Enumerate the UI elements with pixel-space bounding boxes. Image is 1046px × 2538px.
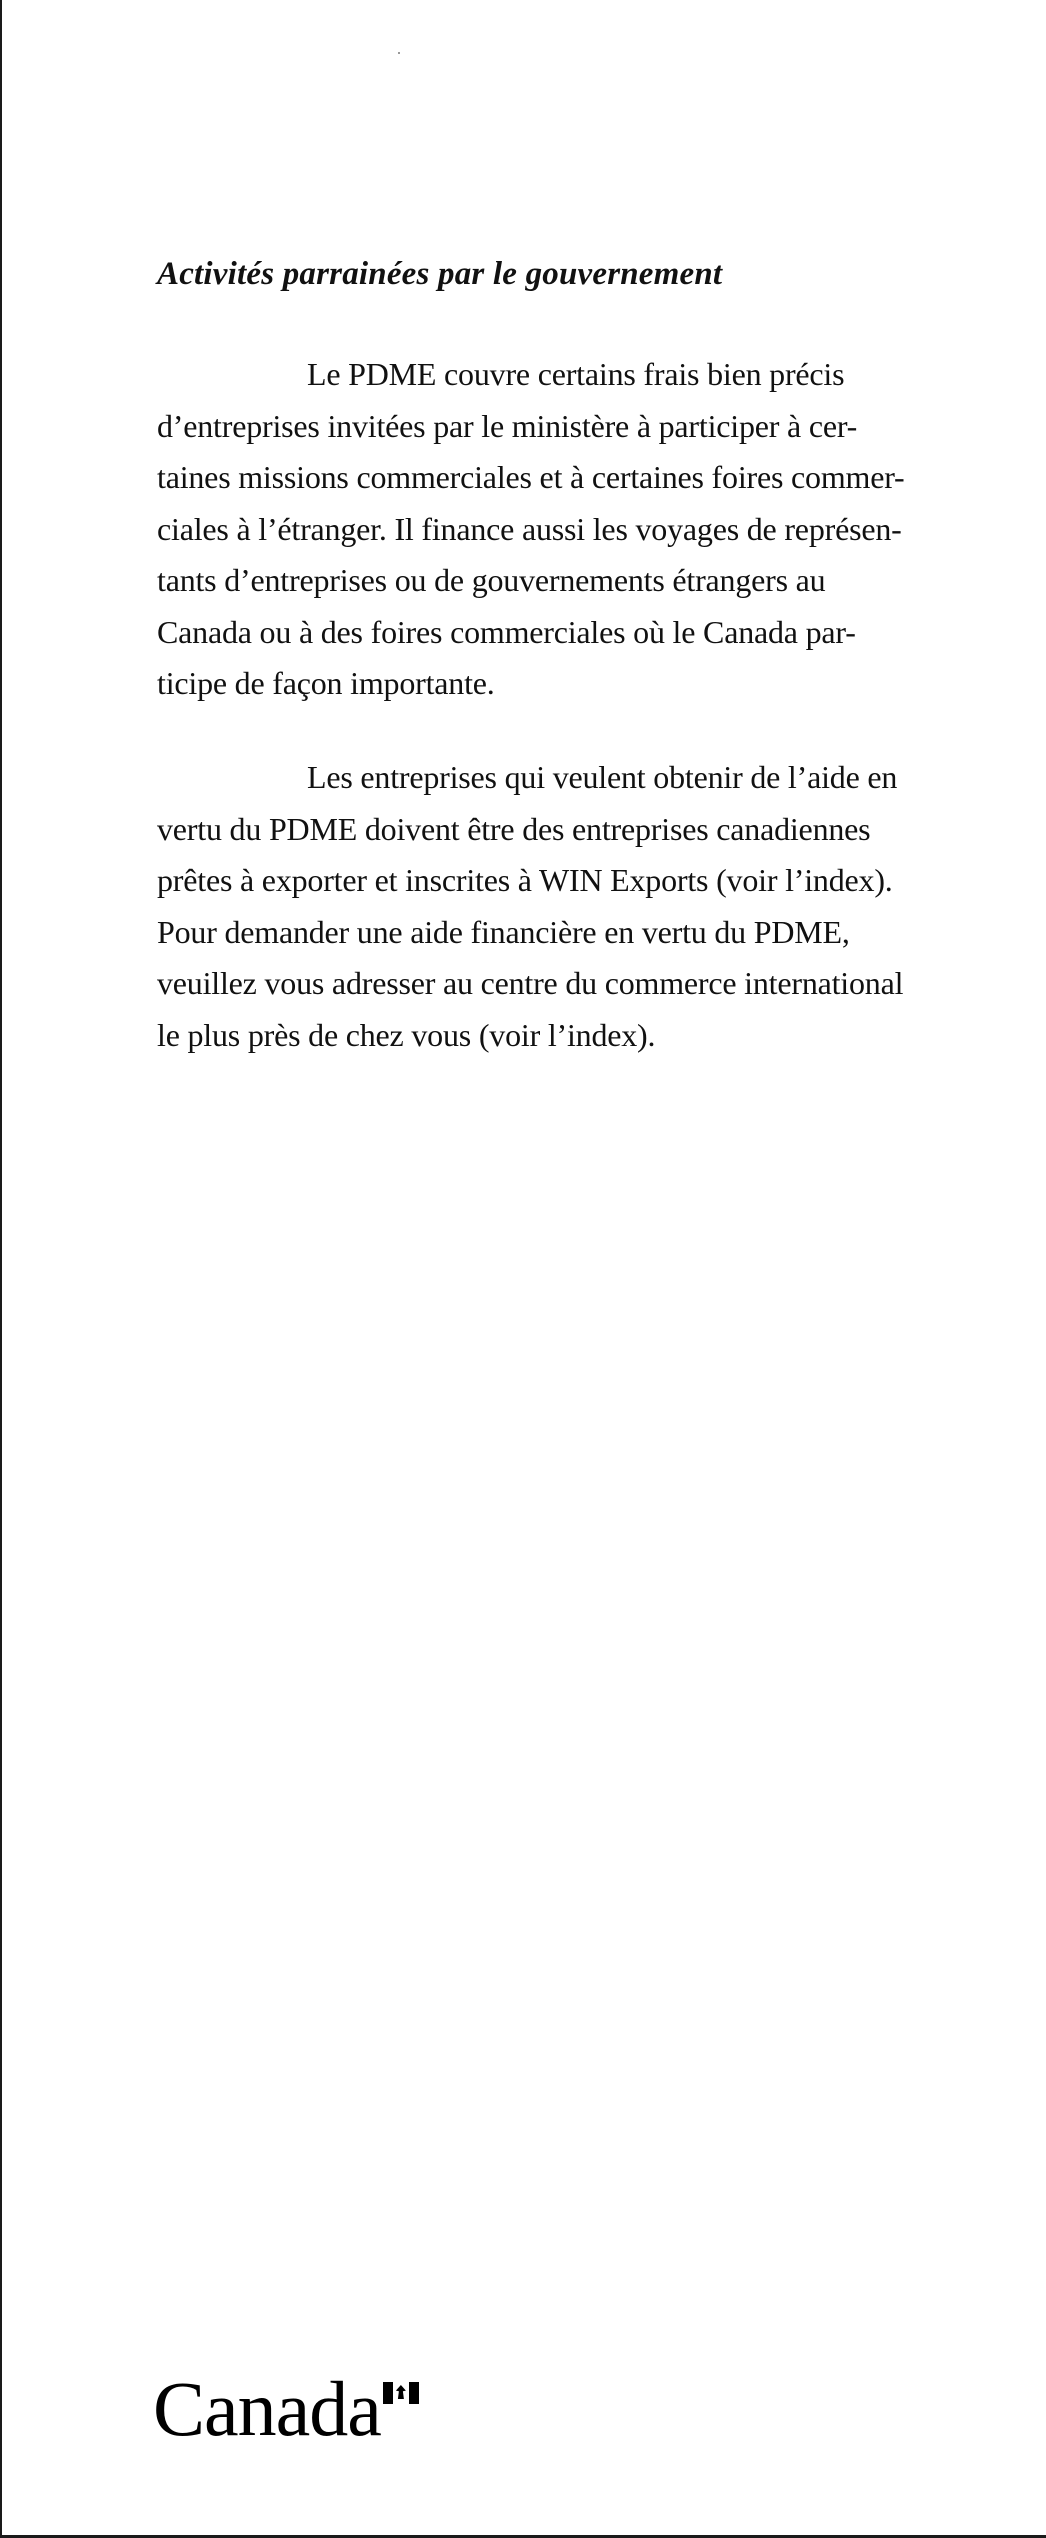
paragraph-line: ciales à l’étranger. Il finance aussi les voyages de représen-: [157, 510, 902, 547]
paragraph-line: taines missions commerciales et à certaines foires commer-: [157, 459, 905, 495]
canada-wordmark: [153, 2365, 419, 2452]
paragraph-line: veuillez vous adresser au centre du commerce international: [157, 965, 904, 1001]
scan-speck: [398, 52, 400, 54]
paragraph-line: Pour demander une aide financière en vertu du PDME,: [157, 913, 850, 950]
canada-flag-icon: [383, 2382, 419, 2404]
wordmark-text: Canada: [153, 2365, 381, 2452]
paragraph-line: prêtes à exporter et inscrites à WIN Exports (voir l’index).: [157, 862, 893, 898]
paragraph-line: le plus près de chez vous (voir l’index).: [157, 1016, 656, 1053]
paragraph-line: Les entreprises qui veulent obtenir de l’aide en: [307, 759, 898, 795]
paragraph-1: [157, 349, 957, 710]
section-title: Activités parrainées par le gouvernement: [157, 256, 723, 292]
paragraph-line: vertu du PDME doivent être des entreprises canadiennes: [157, 810, 871, 847]
paragraph-line: ticipe de façon importante.: [157, 665, 495, 701]
paragraph-line: tants d’entreprises ou de gouvernements étrangers au: [157, 562, 826, 598]
paragraph-line: Le PDME couvre certains frais bien précis: [307, 356, 845, 392]
paragraph-2: [157, 752, 957, 1061]
paragraph-line: d’entreprises invitées par le ministère à participer à cer-: [157, 407, 858, 444]
paragraph-line: Canada ou à des foires commerciales où le Canada par-: [157, 613, 856, 650]
left-border-line: [0, 0, 2, 2538]
